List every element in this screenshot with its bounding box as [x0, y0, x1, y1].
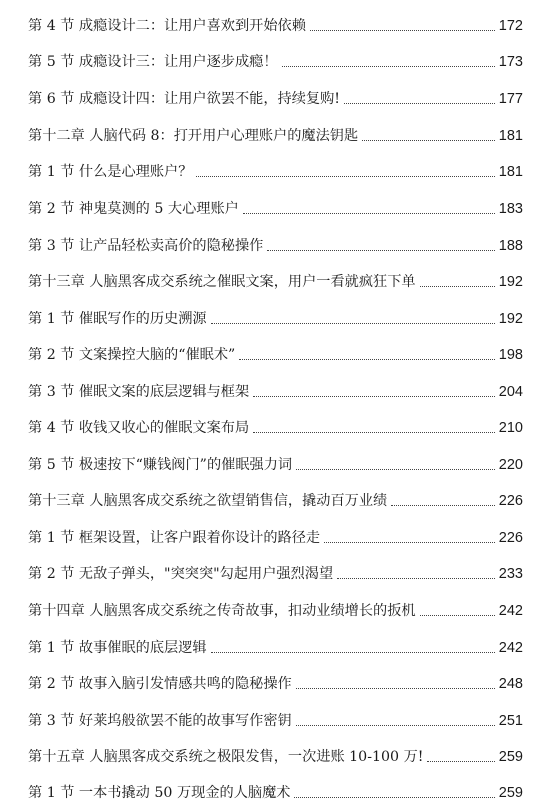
dot-leader: [253, 431, 495, 433]
toc-entry-title: 第 4 节 收钱又收心的催眠文案布局: [28, 420, 250, 436]
toc-entry: [28, 745, 523, 767]
toc-entry: [28, 599, 523, 621]
toc-entry-page: 251: [498, 713, 523, 729]
toc-entry-title: 第 1 节 一本书撬动 50 万现金的人脑魔术: [28, 785, 291, 801]
dot-leader: [344, 102, 495, 104]
toc-entry: [28, 270, 523, 292]
toc-entry-title: 第 5 节 极速按下“赚钱阀门”的催眠强力词: [28, 457, 293, 473]
dot-leader: [420, 614, 495, 616]
toc-entry-title: 第十二章 人脑代码 8：打开用户心理账户的魔法钥匙: [28, 128, 359, 144]
dot-leader: [427, 760, 494, 762]
toc-entry-title: 第 3 节 让产品轻松卖高价的隐秘操作: [28, 238, 264, 254]
toc-entry: [28, 160, 523, 182]
dot-leader: [296, 724, 495, 726]
toc-entry-page: 242: [498, 603, 523, 619]
toc-entry-page: 172: [498, 18, 523, 34]
toc-entry: [28, 672, 523, 694]
toc-entry-page: 259: [498, 749, 523, 765]
toc-entry-title: 第十三章 人脑黑客成交系统之催眠文案，用户一看就疯狂下单: [28, 274, 416, 290]
toc-entry: [28, 307, 523, 329]
toc-entry-page: 226: [498, 493, 523, 509]
toc-entry-page: 204: [498, 384, 523, 400]
dot-leader: [282, 65, 495, 67]
dot-leader: [391, 504, 495, 506]
toc-entry-page: 210: [498, 420, 523, 436]
toc-entry-title: 第 5 节 成瘾设计三：让用户逐步成瘾！: [28, 54, 278, 70]
dot-leader: [296, 468, 495, 470]
toc-entry-title: 第 1 节 框架设置，让客户跟着你设计的路径走: [28, 530, 321, 546]
toc-entry: [28, 709, 523, 731]
toc-entry-page: 181: [498, 128, 523, 144]
toc-entry-title: 第十三章 人脑黑客成交系统之欲望销售信，撬动百万业绩: [28, 493, 388, 509]
toc-entry-title: 第 3 节 好莱坞般欲罢不能的故事写作密钥: [28, 713, 292, 729]
toc-entry-page: 248: [498, 676, 523, 692]
toc-entry: [28, 380, 523, 402]
toc-entry-title: 第 3 节 催眠文案的底层逻辑与框架: [28, 384, 250, 400]
dot-leader: [294, 796, 494, 798]
toc-entry-page: 259: [498, 785, 523, 801]
dot-leader: [253, 395, 495, 397]
dot-leader: [211, 322, 495, 324]
toc-entry-page: 183: [498, 201, 523, 217]
dot-leader: [324, 541, 495, 543]
toc-entry-title: 第 2 节 故事入脑引发情感共鸣的隐秘操作: [28, 676, 292, 692]
toc-entry-page: 220: [498, 457, 523, 473]
dot-leader: [337, 577, 495, 579]
dot-leader: [420, 285, 495, 287]
toc-entry-page: 226: [498, 530, 523, 546]
toc-entry: [28, 526, 523, 548]
toc-entry: [28, 87, 523, 109]
toc-entry: [28, 197, 523, 219]
toc-entry-title: 第十五章 人脑黑客成交系统之极限发售，一次进账 10-100 万!: [28, 749, 424, 765]
toc-entry-page: 242: [498, 640, 523, 656]
dot-leader: [211, 651, 495, 653]
toc-entry-title: 第 4 节 成瘾设计二：让用户喜欢到开始依赖: [28, 18, 306, 34]
toc-entry: [28, 562, 523, 584]
toc-entry: [28, 234, 523, 256]
toc-entry-title: 第 2 节 神鬼莫测的 5 大心理账户: [28, 201, 239, 217]
toc-entry: [28, 489, 523, 511]
toc-entry-page: 173: [498, 54, 523, 70]
toc-entry-title: 第 2 节 无敌子弹头，"突突突"勾起用户强烈渴望: [28, 566, 334, 582]
toc-entry-title: 第 2 节 文案操控大脑的“催眠术”: [28, 347, 236, 363]
toc-entry: [28, 343, 523, 365]
toc-entry: [28, 124, 523, 146]
toc-entry: [28, 636, 523, 658]
dot-leader: [362, 139, 495, 141]
toc-entry-page: 192: [498, 311, 523, 327]
toc-entry-title: 第 1 节 故事催眠的底层逻辑: [28, 640, 207, 656]
toc-entry-page: 188: [498, 238, 523, 254]
toc-entry-title: 第 6 节 成瘾设计四：让用户欲罢不能，持续复购!: [28, 91, 341, 107]
toc-entry: [28, 416, 523, 438]
dot-leader: [243, 212, 495, 214]
dot-leader: [296, 687, 495, 689]
dot-leader: [267, 249, 494, 251]
toc-entry-page: 177: [498, 91, 523, 107]
toc-entry-title: 第 1 节 什么是心理账户？: [28, 164, 193, 180]
dot-leader: [239, 358, 494, 360]
toc-entry-page: 198: [498, 347, 523, 363]
toc-entry: [28, 453, 523, 475]
toc-entry-title: 第 1 节 催眠写作的历史溯源: [28, 311, 207, 327]
toc-entry: [28, 14, 523, 36]
dot-leader: [310, 29, 495, 31]
toc-entry: [28, 781, 523, 803]
toc-entry: [28, 50, 523, 72]
dot-leader: [196, 175, 494, 177]
toc-entry-title: 第十四章 人脑黑客成交系统之传奇故事，扣动业绩增长的扳机: [28, 603, 416, 619]
toc-entry-page: 233: [498, 566, 523, 582]
toc-entry-page: 181: [498, 164, 523, 180]
toc-entry-page: 192: [498, 274, 523, 290]
